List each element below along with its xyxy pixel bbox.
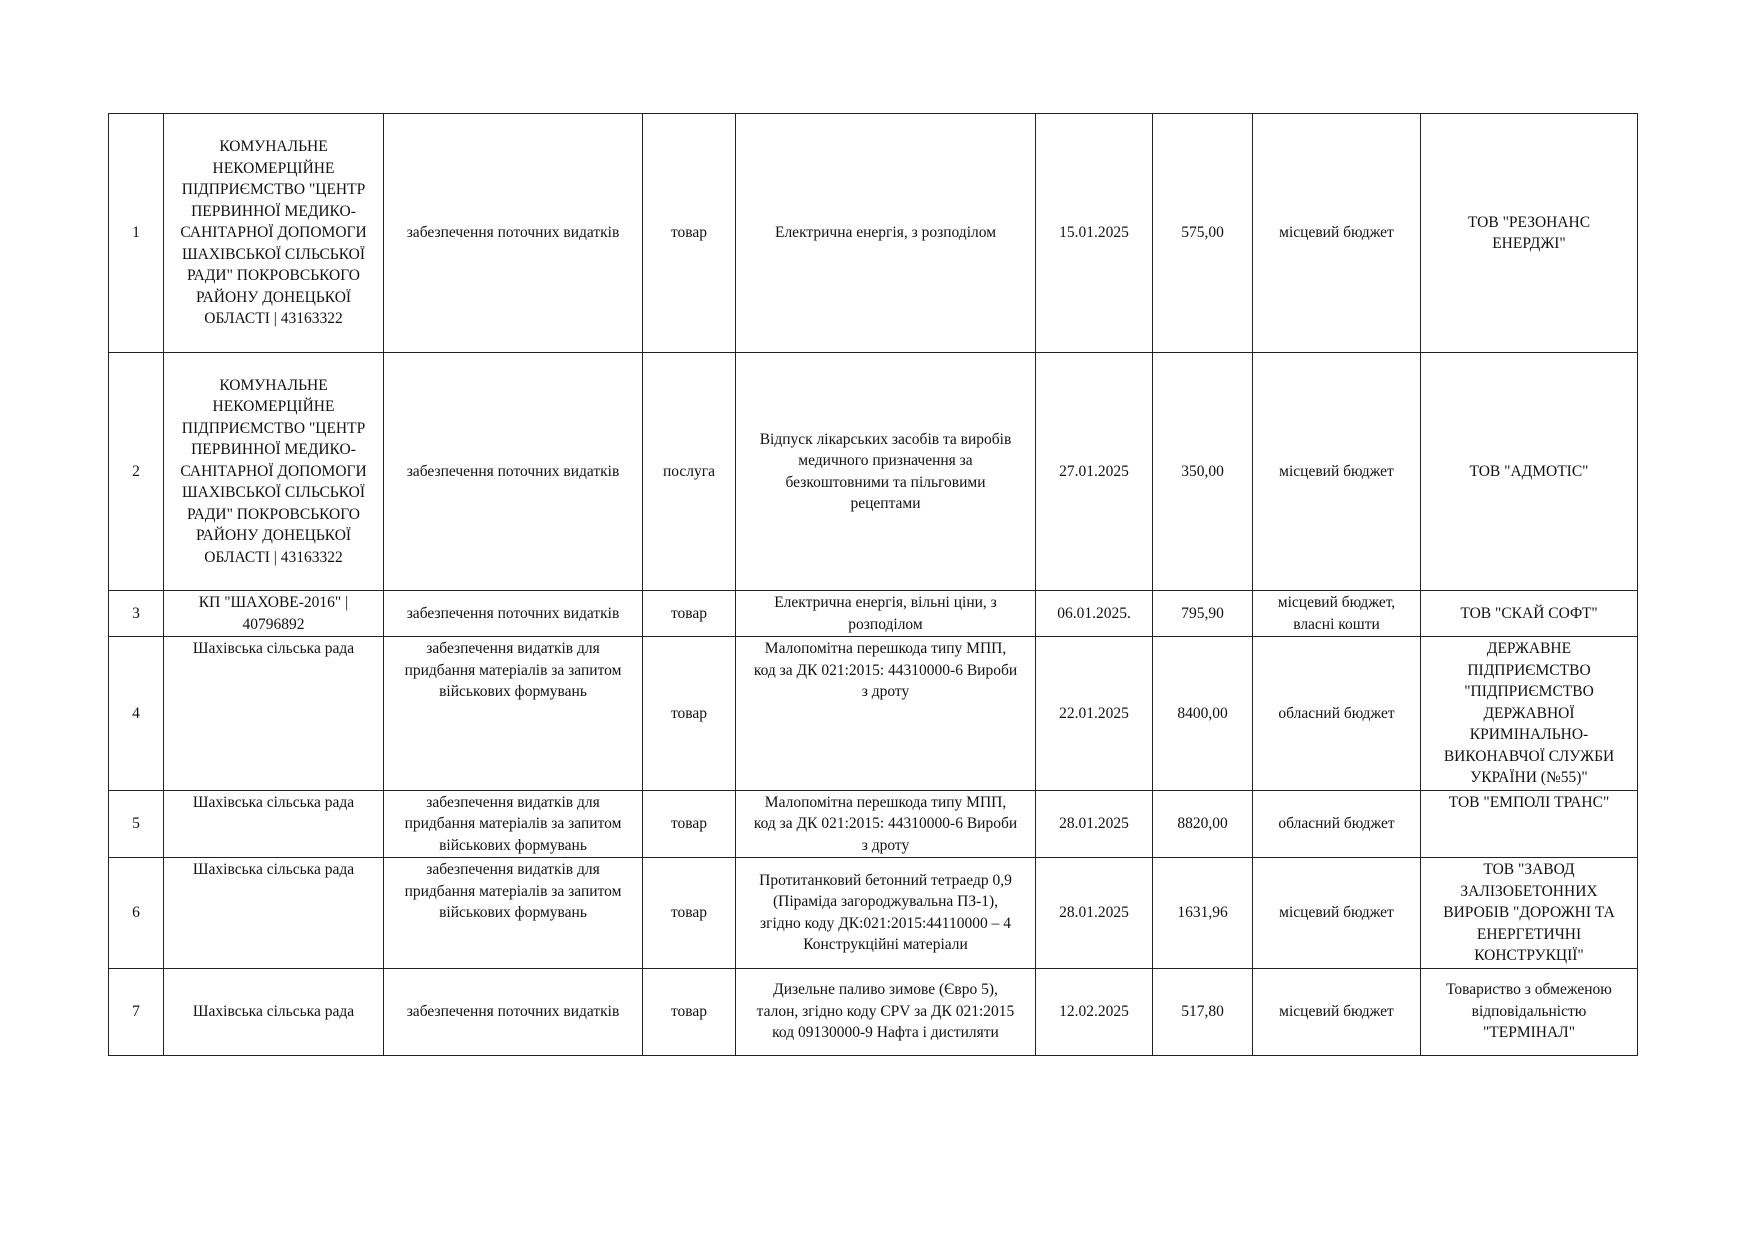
- amount-cell: 350,00: [1153, 353, 1253, 591]
- customer-cell: Шахівська сільська рада: [164, 790, 384, 858]
- table-row: [109, 790, 1638, 858]
- kind-cell: послуга: [643, 353, 736, 591]
- amount-cell: 517,80: [1153, 968, 1253, 1055]
- supplier-cell: ТОВ "АДМОТІС": [1421, 353, 1638, 591]
- subject-cell: Малопомітна перешкода типу МПП, код за ДК 021:2015: 44310000-6 Вироби з дроту: [736, 637, 1036, 791]
- funding-source-cell: місцевий бюджет: [1253, 114, 1421, 353]
- date-cell: 27.01.2025: [1036, 353, 1153, 591]
- amount-cell: 795,90: [1153, 591, 1253, 637]
- row-number: 1: [109, 114, 164, 353]
- date-cell: 28.01.2025: [1036, 790, 1153, 858]
- amount-cell: 575,00: [1153, 114, 1253, 353]
- date-cell: 12.02.2025: [1036, 968, 1153, 1055]
- funding-source-cell: місцевий бюджет, власні кошти: [1253, 591, 1421, 637]
- row-number: 7: [109, 968, 164, 1055]
- date-cell: 22.01.2025: [1036, 637, 1153, 791]
- table-row: [109, 353, 1638, 591]
- table-row: [109, 858, 1638, 969]
- subject-cell: Відпуск лікарських засобів та виробів медичного призначення за безкоштовними та пільговими рецептами: [736, 353, 1036, 591]
- purpose-cell: забезпечення поточних видатків: [384, 114, 643, 353]
- amount-cell: 8820,00: [1153, 790, 1253, 858]
- kind-cell: товар: [643, 591, 736, 637]
- funding-source-cell: місцевий бюджет: [1253, 858, 1421, 969]
- table-row: [109, 637, 1638, 791]
- amount-cell: 1631,96: [1153, 858, 1253, 969]
- subject-cell: Дизельне паливо зимове (Євро 5), талон, згідно коду CPV за ДК 021:2015 код 09130000-9 Нафта і дистиляти: [736, 968, 1036, 1055]
- purpose-cell: забезпечення видатків для придбання матеріалів за запитом військових формувань: [384, 790, 643, 858]
- funding-source-cell: місцевий бюджет: [1253, 968, 1421, 1055]
- row-number: 6: [109, 858, 164, 969]
- supplier-cell: ТОВ "ЕМПОЛІ ТРАНС": [1421, 790, 1638, 858]
- kind-cell: товар: [643, 114, 736, 353]
- subject-cell: Електрична енергія, вільні ціни, з розподілом: [736, 591, 1036, 637]
- kind-cell: товар: [643, 858, 736, 969]
- row-number: 4: [109, 637, 164, 791]
- subject-cell: Протитанковий бетонний тетраедр 0,9 (Піраміда загороджувальна ПЗ-1), згідно коду ДК:021:2015:44110000 – 4 Конструкційні матеріали: [736, 858, 1036, 969]
- table-row: [109, 591, 1638, 637]
- customer-cell: КП "ШАХОВЕ-2016" | 40796892: [164, 591, 384, 637]
- kind-cell: товар: [643, 790, 736, 858]
- supplier-cell: ТОВ "РЕЗОНАНС ЕНЕРДЖІ": [1421, 114, 1638, 353]
- purpose-cell: забезпечення поточних видатків: [384, 591, 643, 637]
- customer-cell: КОМУНАЛЬНЕ НЕКОМЕРЦІЙНЕ ПІДПРИЄМСТВО "ЦЕНТР ПЕРВИННОЇ МЕДИКО- САНІТАРНОЇ ДОПОМОГИ ШАХІВСЬКОЇ СІЛЬСЬКОЇ РАДИ" ПОКРОВСЬКОГО РАЙОНУ ДОНЕЦЬКОЇ ОБЛАСТІ | 43163322: [164, 353, 384, 591]
- funding-source-cell: місцевий бюджет: [1253, 353, 1421, 591]
- date-cell: 15.01.2025: [1036, 114, 1153, 353]
- supplier-cell: ТОВ "ЗАВОД ЗАЛІЗОБЕТОННИХ ВИРОБІВ "ДОРОЖНІ ТА ЕНЕРГЕТИЧНІ КОНСТРУКЦІЇ": [1421, 858, 1638, 969]
- procurement-table: [108, 113, 1638, 1056]
- supplier-cell: Товариство з обмеженою відповідальністю "ТЕРМІНАЛ": [1421, 968, 1638, 1055]
- amount-cell: 8400,00: [1153, 637, 1253, 791]
- row-number: 3: [109, 591, 164, 637]
- date-cell: 28.01.2025: [1036, 858, 1153, 969]
- subject-cell: Малопомітна перешкода типу МПП, код за ДК 021:2015: 44310000-6 Вироби з дроту: [736, 790, 1036, 858]
- kind-cell: товар: [643, 968, 736, 1055]
- customer-cell: Шахівська сільська рада: [164, 968, 384, 1055]
- date-cell: 06.01.2025.: [1036, 591, 1153, 637]
- customer-cell: Шахівська сільська рада: [164, 637, 384, 791]
- purpose-cell: забезпечення поточних видатків: [384, 353, 643, 591]
- supplier-cell: ДЕРЖАВНЕ ПІДПРИЄМСТВО "ПІДПРИЄМСТВО ДЕРЖАВНОЇ КРИМІНАЛЬНО- ВИКОНАВЧОЇ СЛУЖБИ УКРАЇНИ (№55)": [1421, 637, 1638, 791]
- customer-cell: Шахівська сільська рада: [164, 858, 384, 969]
- purpose-cell: забезпечення видатків для придбання матеріалів за запитом військових формувань: [384, 637, 643, 791]
- row-number: 5: [109, 790, 164, 858]
- table-row: [109, 114, 1638, 353]
- kind-cell: товар: [643, 637, 736, 791]
- row-number: 2: [109, 353, 164, 591]
- purpose-cell: забезпечення поточних видатків: [384, 968, 643, 1055]
- customer-cell: КОМУНАЛЬНЕ НЕКОМЕРЦІЙНЕ ПІДПРИЄМСТВО "ЦЕНТР ПЕРВИННОЇ МЕДИКО- САНІТАРНОЇ ДОПОМОГИ ШАХІВСЬКОЇ СІЛЬСЬКОЇ РАДИ" ПОКРОВСЬКОГО РАЙОНУ ДОНЕЦЬКОЇ ОБЛАСТІ | 43163322: [164, 114, 384, 353]
- subject-cell: Електрична енергія, з розподілом: [736, 114, 1036, 353]
- table-row: [109, 968, 1638, 1055]
- supplier-cell: ТОВ "СКАЙ СОФТ": [1421, 591, 1638, 637]
- funding-source-cell: обласний бюджет: [1253, 790, 1421, 858]
- purpose-cell: забезпечення видатків для придбання матеріалів за запитом військових формувань: [384, 858, 643, 969]
- funding-source-cell: обласний бюджет: [1253, 637, 1421, 791]
